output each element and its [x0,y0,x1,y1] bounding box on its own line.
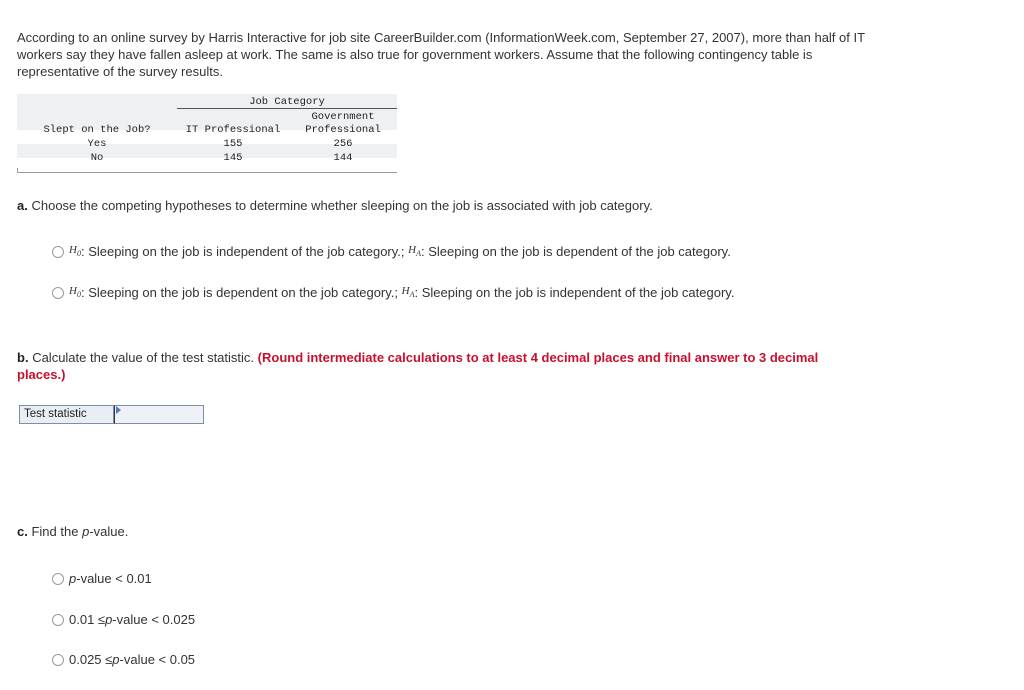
cell-yes-it: 155 [223,138,243,150]
part-c-text-pre: Find the [31,524,79,539]
test-statistic-label: Test statistic [19,405,114,424]
ha-text: Sleeping on the job is dependent of the job category. [428,244,731,259]
h0-text: Sleeping on the job is independent of the job category.; [88,244,405,259]
part-b-text: Calculate the value of the test statistic. [32,350,255,365]
pvalue-option-3[interactable]: 0.025 ≤ p -value < 0.05 [52,652,195,667]
row-header: Slept on the Job? [43,124,151,136]
cell-no-it: 145 [223,152,243,164]
hypothesis-option-2[interactable]: $H_0$ : Sleeping on the job is dependent on the job category.; $H_A$ : Sleeping on the job is independent of the job category. [52,285,734,300]
h0-symbol: $H_0$ [69,285,81,300]
ha-symbol: $H_A$ [408,244,421,259]
row-label-no: No [90,152,104,164]
flag-icon [116,406,121,414]
h0-symbol: $H_0$ [69,244,81,259]
row-label-yes: Yes [87,138,107,150]
part-b-rounding-note: (Round intermediate calculations to at least 4 decimal places and final answer to 3 decimal places.) [17,350,819,382]
ha-text: Sleeping on the job is independent of the job category. [421,285,735,300]
col-header-gov-line1: Government [311,111,375,123]
part-b-letter: b. [17,350,29,365]
part-a-question [17,197,653,214]
col-header-it: IT Professional [185,124,281,136]
table-bottom-rule [17,172,397,173]
ha-symbol: $H_A$ [401,285,415,300]
table-bottom-tick [17,168,18,173]
col-header-gov-line2: Professional [305,124,381,136]
radio-button[interactable] [52,246,64,258]
h0-text: Sleeping on the job is dependent on the job category.; [88,285,399,300]
radio-button[interactable] [52,287,64,299]
cell-yes-gov: 256 [333,138,353,150]
pvalue-option-1[interactable]: p -value < 0.01 [52,571,152,586]
cell-no-gov: 144 [333,152,353,164]
part-a-letter: a. [17,198,28,213]
part-b-question [17,349,837,383]
part-c-text-post: -value. [89,524,129,539]
pvalue-option-2[interactable]: 0.01 ≤ p -value < 0.025 [52,612,195,627]
radio-button[interactable] [52,573,64,585]
group-header: Job Category [249,96,325,108]
problem-intro: According to an online survey by Harris Interactive for job site CareerBuilder.com (InformationWeek.com, September 27, 2007), more than half of IT workers say they have fallen asleep at work. The same is also true for government workers. Assume that the following contingency table is representative of the survey results. [17,30,865,79]
radio-button[interactable] [52,614,64,626]
group-header-rule [177,108,397,109]
hypothesis-option-1[interactable]: $H_0$ : Sleeping on the job is independent of the job category.; $H_A$ : Sleeping on the job is dependent of the job category. [52,244,731,259]
test-statistic-input[interactable] [114,405,204,424]
part-c-letter: c. [17,524,28,539]
part-c-question [17,523,128,540]
part-c-p: p [82,524,90,539]
test-statistic-row [19,405,204,424]
radio-button[interactable] [52,654,64,666]
part-a-text: Choose the competing hypotheses to determine whether sleeping on the job is associated with job category. [31,198,653,213]
